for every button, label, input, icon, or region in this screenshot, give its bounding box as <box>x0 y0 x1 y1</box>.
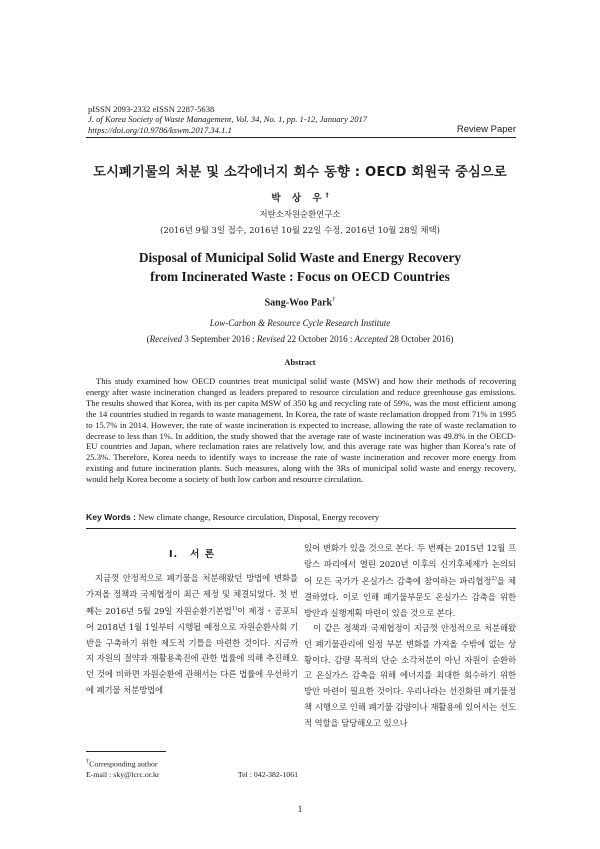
footnote-title <box>86 757 298 770</box>
body-paragraph <box>86 571 298 698</box>
english-author <box>0 296 600 308</box>
abstract-text: This study examined how OECD countries treat municipal solid waste (MSW) and how their methods of recovering energy after waste incineration changed as leaders prepared to resource circulation and reduce greenhouse gas emissions. The results showed that Korea, with its per capita MSW of 350 kg and recycling rate of 59%, was the most efficient among the 14 countries studied in regards to waste management. In Korea, the rate of waste reclamation dropped from 71% in 1995 to 15.7% in 2014. However, the rate of waste incineration is expected to increase, allowing the rate of waste reclamation to decrease to less than 1%. In addition, the study showed that the average rate of waste incineration was 49.8% in the OECD-EU countries and Japan, where reclamation rates are relatively low, and this average rate was higher than Korea’s rate of 25.3%. Therefore, Korea needs to identify ways to increase the rate of waste incineration and recover more energy from existing and future incineration plants. Such measures, along with the 3Rs of municipal solid waste and energy recovery, would help Korea become a society of both low carbon and resource circulation. <box>86 376 516 485</box>
keywords-text: New climate change, Resource circulation, Disposal, Energy recovery <box>138 512 379 522</box>
section-title: 서 론 <box>190 549 216 560</box>
abstract-heading: Abstract <box>284 358 316 367</box>
keywords <box>86 512 516 522</box>
footnote-divider <box>86 751 166 752</box>
footnote-mark: † <box>86 758 90 765</box>
english-title-line1: Disposal of Municipal Solid Waste and Energy Recovery <box>138 250 462 265</box>
header-divider <box>86 137 516 138</box>
footnote-label: Corresponding author <box>89 759 158 769</box>
body-text: 지금껏 안정적으로 폐기물을 처분해왔던 방법에 변화를 가져올 정책과 국제협정이 최근 제정 및 체결되었다. 첫 번째는 2016년 5월 29일 자원순환기본법 <box>86 573 298 617</box>
korean-dates: (2016년 9월 3일 접수, 2016년 10월 22일 수정, 2016년 10월 28일 채택) <box>160 225 440 235</box>
english-title-line2: from Incinerated Waste : Focus on OECD Countries <box>150 269 450 284</box>
body-text: 을 체결하였다. 이로 인해 폐기물부문도 온실가스 감축을 위한 방안과 실행계획 마련이 있을 것으로 본다. <box>304 576 516 618</box>
issn-line: pISSN 2093-2332 eISSN 2287-5638 <box>88 104 215 114</box>
section-number: I. <box>168 549 179 560</box>
english-dates: (Received 3 September 2016 : Revised 22 October 2016 : Accepted 28 October 2016) <box>146 334 454 344</box>
accepted-label: Accepted <box>354 334 388 344</box>
english-author-name: Sang-Woo Park <box>264 297 333 309</box>
body-paragraph <box>304 541 516 621</box>
body-text: 있어 변화가 있을 것으로 본다. 두 번째는 2015년 12월 프랑스 파리에서 열린 2020년 이후의 신기후체제가 논의되어 모든 국가가 온실가스 감축에 참여하는 파리협정 <box>304 543 516 587</box>
article-type-label: Review Paper <box>456 124 516 135</box>
received-date: 3 September 2016 <box>184 334 250 344</box>
korean-title: 도시폐기물의 처분 및 소각에너지 회수 동향 : OECD 회원국 중심으로 <box>93 165 507 180</box>
reference-mark[interactable]: 1) <box>231 606 238 613</box>
received-label: Received <box>149 334 183 344</box>
korean-affiliation: 저탄소자원순환연구소 <box>259 209 341 219</box>
journal-citation: J. of Korea Society of Waste Management, Vol. 34, No. 1, pp. 1-12, January 2017 <box>88 114 368 125</box>
footnote-email[interactable]: E-mail : sky@lcrc.or.kr <box>86 770 160 780</box>
journal-header <box>88 104 518 135</box>
revised-date: 22 October 2016 <box>287 334 348 344</box>
page-number: 1 <box>297 804 303 814</box>
footnote-contact <box>86 770 298 781</box>
doi-link[interactable]: https://doi.org/10.9786/kswm.2017.34.1.1 <box>88 124 232 135</box>
body-right-column <box>304 541 516 731</box>
korean-author-mark: † <box>325 191 329 199</box>
revised-label: Revised <box>256 334 285 344</box>
korean-author <box>0 190 600 204</box>
footnote-tel: Tel : 042-382-1061 <box>237 770 298 780</box>
footnote <box>86 757 298 781</box>
reference-mark[interactable]: 2) <box>491 576 497 583</box>
section-heading <box>86 546 298 560</box>
english-author-mark: † <box>332 296 336 303</box>
body-paragraph: 이 같은 정책과 국제협정이 지금껏 안정적으로 처분해왔던 폐기물관리에 일정 부분 변화를 가져올 수밖에 없는 상황이다. 감량 목적의 단순 소각처분이 아닌 자원이 순환하고 온실가스 감축을 위해 에너지를 최대한 회수하기 위한 방안 마련이 필요한 것이다. 우리나라는 선진화된 폐기물정책 시행으로 인해 폐기물 감량이나 재활용에 있어서는 선도적 역할을 담당해오고 있으나 <box>304 623 516 728</box>
keywords-divider <box>86 528 516 529</box>
body-left-column <box>86 571 298 698</box>
keywords-label: Key Words : <box>86 512 136 522</box>
english-title <box>0 248 600 286</box>
body-text: 이 제정・공포되어 2018년 1월 1일부터 시행될 예정으로 자원순환사회 기반을 구축하기 위한 제도적 기틀을 마련한 것이다. 지금까지 자원의 절약과 재활용촉진에 관한 법률에 의해 추진해오던 것에 비하면 자원순환에 관해서는 다른 법률에 우선하기에 폐기물 처분방법에 <box>86 606 298 695</box>
korean-author-name: 박 상 우 <box>271 193 326 204</box>
english-affiliation: Low-Carbon & Resource Cycle Research Institute <box>209 318 391 328</box>
accepted-date: 28 October 2016 <box>389 334 451 344</box>
